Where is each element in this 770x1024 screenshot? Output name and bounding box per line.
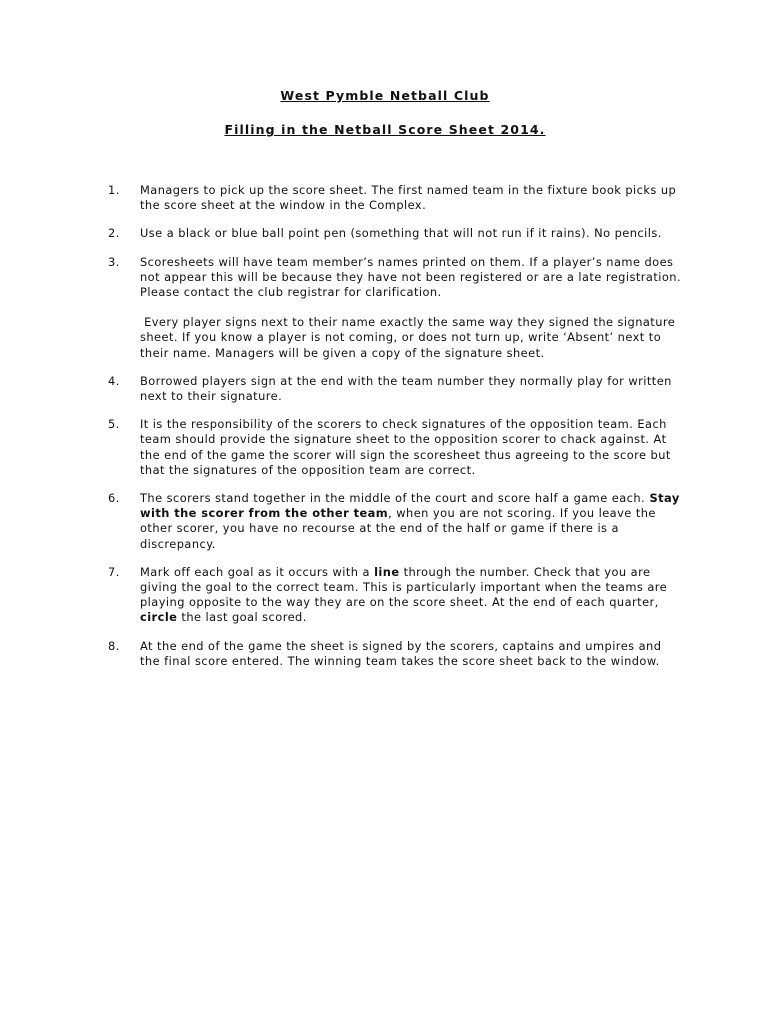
item-text-part: Mark off each goal as it occurs with a [140,564,375,579]
item-number: 1. [108,183,120,197]
item-text-part: through the number. Check that you are giving the goal to the correct team. This is particularly important when the teams are playing opposite to the way they are on the score sheet. At the end of each quarter, [140,564,668,610]
list-item [108,639,683,669]
list-item [108,417,683,478]
item-text-part: , when you are not scoring. If you leave the other scorer, you have no recourse at the end of the half or game if there is a discrepancy. [140,506,656,551]
item-text: Scoresheets will have team member’s names printed on them. If a player’s name does not appear this will be because they have not been registered or are a late registration. Please contact the club registrar for clarification. [140,254,682,300]
item-number: 8. [108,638,120,653]
item-number: 3. [108,254,120,269]
list-item [108,374,683,404]
list-item [108,491,683,552]
document-subtitle: Filling in the Netball Score Sheet 2014. [224,122,546,137]
item-text-part: The scorers stand together in the middle of the court and score half a game each. [140,491,646,506]
emphasis-text: line [374,564,400,579]
item-subparagraph: Every player signs next to their name exactly the same way they signed the signature sheet. If you know a player is not coming, or does not turn up, write ‘Absent’ next to their name. Managers will be given a copy of the signature sheet. [140,315,680,360]
list-item [108,565,683,626]
item-text: Use a black or blue ball point pen (something that will not run if it rains). No pencils. [140,226,662,241]
document-title: West Pymble Netball Club [280,88,490,103]
item-number: 6. [108,491,120,506]
emphasis-text: Stay with the scorer from the other team [140,491,680,521]
item-number: 4. [108,373,120,388]
item-text: At the end of the game the sheet is signed by the scorers, captains and umpires and the final score entered. The winning team takes the score sheet back to the window. [140,638,662,668]
item-text [140,491,683,552]
item-number: 2. [108,226,120,241]
item-text-part: the last goal scored. [177,610,307,625]
item-number: 7. [108,564,120,579]
instructions-list [108,183,683,682]
emphasis-text: circle [140,610,178,625]
item-number: 5. [108,417,120,432]
list-item [108,183,683,213]
item-text: It is the responsibility of the scorers to check signatures of the opposition team. Each team should provide the signature sheet to the opposition scorer to chack against. At the end of the game the scorer will sign the scoresheet thus agreeing to the score but that the signatures of the opposition team are correct. [140,417,671,477]
item-text [140,565,683,626]
item-text: Borrowed players sign at the end with the team number they normally play for written next to their signature. [140,373,672,404]
list-item [108,226,683,241]
item-text: Managers to pick up the score sheet. The first named team in the fixture book picks up the score sheet at the window in the Complex. [140,183,677,213]
list-item [108,255,683,361]
